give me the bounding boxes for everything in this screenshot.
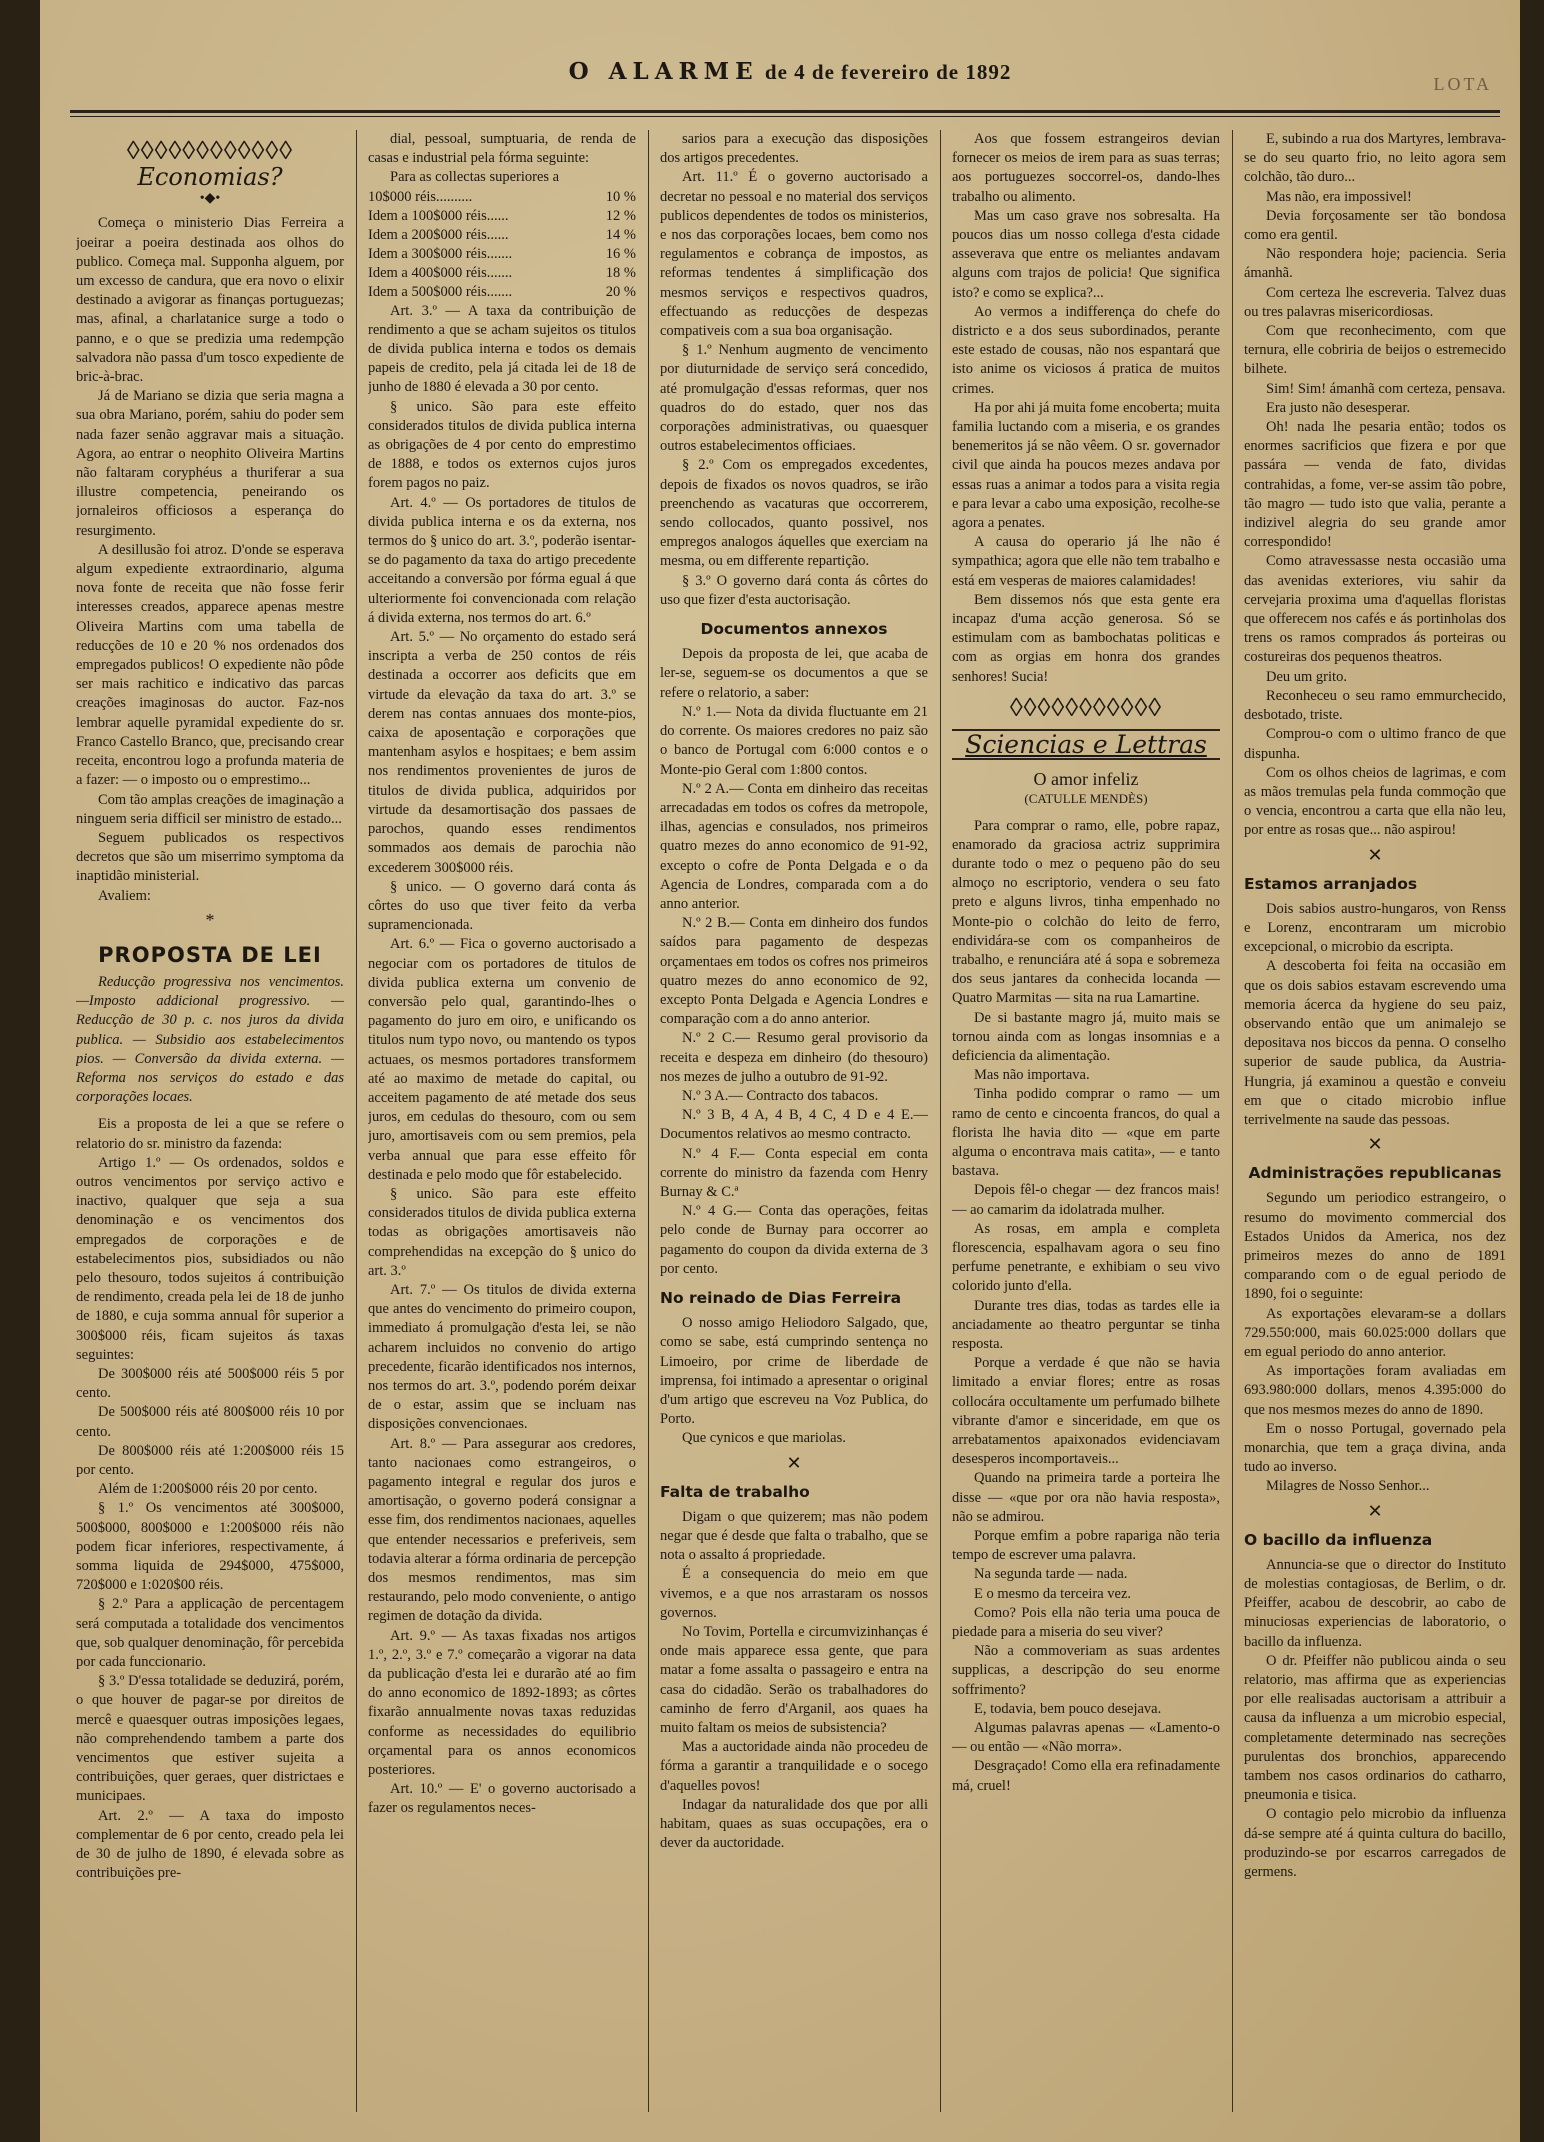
- paragraph: Digam o que quizerem; mas não podem negar que é desde que falta o trabalho, que se nota o assalto á propriedade.: [660, 1508, 928, 1564]
- story-author: (CATULLE MENDÈS): [1024, 791, 1148, 807]
- arranjados-title: Estamos arranjados: [1244, 874, 1418, 893]
- paragraph: Depois da proposta de lei, que acaba de ler-se, seguem-se os documentos a que se refere o relatorio, a saber:: [660, 646, 928, 701]
- paragraph: Mas não, era impossivel!: [1266, 188, 1412, 205]
- tax-rate: 16 %: [605, 245, 636, 262]
- paragraph: Art. 5.º — No orçamento do estado será inscripta a verba de 250 contos de réis destinada a occorrer aos deficits que em virtude da elevação da taxa do art. 3.º se derem nas contas annuaes dos monte-pios, caixa de aposentação e corporações que mantenham asylos e hospitaes; e bem assim nos rendimentos provenientes de juros de titulos de divida publica, adquiridos por virtude da desamortisação dos passaes de parochos, quando esses rendimentos sommados aos demais de parochia não excederem 300$000 réis.: [368, 629, 636, 876]
- paragraph: Como? Pois ella não teria uma pouca de piedade para a miseria do seu viver?: [952, 1604, 1220, 1641]
- paragraph: N.º 4 F.— Conta especial em conta corrente do ministro da fazenda com Henry Burnay & C.ª: [660, 1145, 928, 1200]
- paragraph: § 1.º Nenhum augmento de vencimento por diuturnidade de serviço será concedido, até promulgação d'essas reformas, quer nos quadros do do estado, quer nos das corporações administrativas, ou quaesquer outros estabelecimentos officiaes.: [660, 342, 928, 455]
- paragraph: Indagar da naturalidade dos que por alli habitam, quaes as suas occupações, era o dever da auctoridade.: [660, 1796, 928, 1852]
- arranjados-body: [1244, 900, 1506, 1130]
- corner-note: LOTA: [1433, 74, 1492, 94]
- tax-rate: 20 %: [605, 283, 636, 300]
- newspaper-page: [40, 0, 1520, 2142]
- paragraph: Para as collectas superiores a: [390, 169, 560, 186]
- paragraph: § unico. São para este effeito considerados titulos de divida publica interna as obrigações de 4 por cento do emprestimo de 1888, e todos os externos cujos juros forem pagos no paiz.: [368, 398, 636, 492]
- table-row: [368, 207, 636, 226]
- paragraph: N.º 3 A.— Contracto dos tabacos.: [682, 1087, 879, 1104]
- paragraph: dial, pessoal, sumptuaria, de renda de casas e industrial pela fórma seguinte:: [368, 131, 636, 167]
- documentos-body: [660, 645, 928, 1279]
- column-4: [952, 130, 1220, 2112]
- column-1: [76, 130, 344, 2112]
- paragraph: Segundo um periodico estrangeiro, o resumo do movimento commercial dos Estados Unidos da America, nos dez primeiros mezes do anno de 1891 comparando com o de egual periodo de 1890, foi o seguinte:: [1244, 1190, 1506, 1303]
- paper-name: O ALARME: [568, 58, 759, 85]
- ornament-row: ◊◊◊◊◊◊◊◊◊◊◊◊: [126, 136, 294, 165]
- table-row: [368, 226, 636, 245]
- paragraph: De 500$000 réis até 800$000 réis 10 por cento.: [76, 1404, 344, 1440]
- separator-mark: ✕: [1367, 1500, 1383, 1521]
- paragraph: Porque a verdade é que não se havia limitado a enviar flores; entre as rosas collocára occultamente um perfumado bilhete vibrante d'amor e sinceridade, em que os arrebatamentos apaixonados evidenciavam desesperos incomportaveis...: [952, 1355, 1220, 1468]
- paragraph: Era justo não desesperar.: [1266, 399, 1411, 416]
- columns: [70, 130, 1506, 2112]
- separator-mark: ✕: [1367, 1134, 1383, 1155]
- paragraph: N.º 3 B, 4 A, 4 B, 4 C, 4 D e 4 E.— Documentos relativos ao mesmo contracto.: [660, 1107, 928, 1143]
- paragraph: Bem dissemos nós que esta gente era incapaz d'uma acção generosa. Só se estimulam com as bambochatas politicas e com as orgias em honra dos grandes senhores! Sucia!: [952, 591, 1220, 685]
- paragraph: Além de 1:200$000 réis 20 por cento.: [98, 1481, 318, 1498]
- reinado-body: [660, 1314, 928, 1448]
- issue-date: de 4 de fevereiro de 1892: [764, 60, 1012, 84]
- tax-bracket: Idem a 400$000 réis.......: [368, 264, 513, 281]
- paragraph: Não a commoveriam as suas ardentes supplicas, a descripção do seu enorme soffrimento?: [952, 1643, 1220, 1698]
- tax-rate: 14 %: [605, 226, 636, 243]
- paragraph: § 1.º Os vencimentos até 300$000, 500$000, 800$000 e 1:200$000 réis não podem ficar inferiores, respectivamente, á somma liquida de 294$000, 475$000, 720$000 e 1:020$00 réis.: [76, 1500, 344, 1594]
- paragraph: De si bastante magro já, muito mais se tornou ainda com as longas insomnias e a deficiencia da alimentação.: [952, 1009, 1220, 1064]
- column-rule: [1232, 130, 1233, 2112]
- column-5: [1244, 130, 1506, 2112]
- column-2: [368, 130, 636, 2112]
- tax-bracket: 10$000 réis..........: [368, 188, 473, 205]
- paragraph: Art. 11.º É o governo auctorisado a decretar no pessoal e no material dos serviços publicos dependentes de todos os ministerios, e nos das corporações locaes, bem como nos regulamentos e cobrança de impostos, as reformas tendentes á simplificação dos mesmos serviços e respectivos quadros, effectuando as reducções de despezas compativeis com a sua boa organisação.: [660, 169, 928, 340]
- paragraph: E, todavia, bem pouco desejava.: [974, 1700, 1162, 1717]
- article-economias-body: [76, 214, 344, 905]
- paragraph: Na segunda tarde — nada.: [974, 1566, 1128, 1583]
- separator-mark: ✕: [786, 1452, 802, 1473]
- column-2-body: [368, 302, 636, 1819]
- paragraph: § 3.º D'essa totalidade se deduzirá, porém, o que houver de pagar-se por direitos de mercê e quaesquer outras imposições legaes, não comprehendendo tambem a parte dos vencimentos que estiver sujeita a contribuições, quer geraes, quer districtaes e municipaes.: [76, 1673, 344, 1805]
- paragraph: Comprou-o com o ultimo franco de que dispunha.: [1244, 726, 1506, 762]
- column-rule: [648, 130, 649, 2112]
- paragraph: Como atravessasse nesta occasião uma das avenidas exteriores, viu sahir da cervejaria proxima uma d'aquellas floristas que offerecem nos cafés e ás portinholas dos trens os ramos comprados ás porteiras ou costureiras dos pequenos theatros.: [1244, 553, 1506, 666]
- paragraph: § 2.º Para a applicação de percentagem será computada a totalidade dos vencimentos que, sob qualquer denominação, fôr percebida por cada funccionario.: [76, 1596, 344, 1671]
- paragraph: Art. 8.º — Para assegurar aos credores, tanto nacionaes como estrangeiros, o pagamento integral e regular dos juros e amortisação, o governo poderá consignar a esse fim, dos rendimentos nacionaes, aquelles que entender necessarios e preferiveis, sem todavia alterar a fórma ordinaria de percepção dos mesmos rendimentos, mas sim restaurando, pelo modo conveniente, o antigo regimen de dotação da divida.: [368, 1435, 636, 1625]
- paragraph: As exportações elevaram-se a dollars 729.550:000, mais 60.025:000 dollars que em egual periodo do anno anterior.: [1244, 1305, 1506, 1360]
- paragraph: Art. 9.º — As taxas fixadas nos artigos 1.º, 2.º, 3.º e 7.º começarão a vigorar na data da publicação d'esta lei e durarão até ao fim do anno economico de 1892-1893; as côrtes fixarão annualmente novas taxas reduzidas conforme as necessidades do equilibrio orçamental para os annos economicos posteriores.: [368, 1627, 636, 1779]
- column-rule: [940, 130, 941, 2112]
- paragraph: N.º 2 B.— Conta em dinheiro dos fundos saídos para pagamento de despezas orçamentaes em todos os cofres nos primeiros quatro mezes do anno economico de 92, excepto Ponta Delgada e Agencia Londres e comparação com a do anno anterior.: [660, 915, 928, 1028]
- proposta-title: PROPOSTA DE LEI: [98, 942, 322, 967]
- paragraph: § 3.º O governo dará conta ás côrtes do uso que fizer d'esta auctorisação.: [660, 572, 928, 608]
- paragraph: A desillusão foi atroz. D'onde se esperava algum expediente extraordinario, alguma nova fonte de receita que não fosse ferir interesses creados, apparece apenas mestre Oliveira Martins com uma tabella de reducções de 10 e 20 % nos ordenados dos empregados publicos! O expediente não pôde ser mais rachitico e indicativo das parcas creações imaginosas do auctor. Faz-nos lembrar aquelle pyramidal expediente do sr. Franco Castello Branco, que, precisando crear receita, encontrou logo a profunda materia de a fazer: — o imposto ou o emprestimo...: [76, 541, 344, 789]
- article-title-economias: Economias?: [137, 163, 283, 191]
- paragraph: Quando na primeira tarde a porteira lhe disse — «que por ora não havia resposta», não se admirou.: [952, 1470, 1220, 1525]
- tax-bracket: Idem a 500$000 réis.......: [368, 283, 513, 300]
- admin-title: Administrações republicanas: [1248, 1164, 1502, 1183]
- paragraph: Começa o ministerio Dias Ferreira a joeirar a poeira destinada aos olhos do publico. Começa mal. Supponha alguem, por um excesso de candura, que era novo o elixir destinado a avigorar as finanças portuguezas; mas, afinal, a charlatanice surge a todo o panno, e o que se predizia uma redempção salvadora não passa d'um tosco expediente de bric-à-brac.: [76, 215, 344, 386]
- column-rule: [356, 130, 357, 2112]
- bacillo-title: O bacillo da influenza: [1244, 1530, 1433, 1549]
- paragraph: De 800$000 réis até 1:200$000 réis 15 por cento.: [76, 1442, 344, 1478]
- paragraph: O contagio pelo microbio da influenza dá-se sempre até á quinta cultura do bacillo, produzindo-se por escarros carregados de germens.: [1244, 1806, 1506, 1881]
- paragraph: Desgraçado! Como ella era refinadamente má, cruel!: [952, 1758, 1220, 1794]
- tax-rate: 10 %: [605, 188, 636, 205]
- table-row: [368, 283, 636, 302]
- paragraph: sarios para a execução das disposições dos artigos precedentes.: [660, 131, 928, 167]
- paragraph: Reconheceu o seu ramo emmurchecido, desbotado, triste.: [1244, 687, 1506, 724]
- paragraph: A causa do operario já lhe não é sympathica; agora que elle não tem trabalho e está em vesperas de maiores calamidades!: [952, 534, 1220, 589]
- paragraph: É a consequencia do meio em que vivemos, e a que nos arrastaram os nossos governos.: [660, 1566, 928, 1621]
- title-ornament: •◆•: [199, 191, 221, 207]
- masthead-rule: [70, 110, 1500, 117]
- falta-title: Falta de trabalho: [660, 1482, 810, 1501]
- paragraph: Artigo 1.º — Os ordenados, soldos e outros vencimentos por serviço activo e inactivo, qualquer que seja a sua denominação e os vencimentos dos empregados de corporações e de estabelecimentos pios, subsidiados ou não pelo thesouro, todos sujeitos á contribuição de rendimento, creada pela lei de 18 de junho de 1880, e cuja somma annual fôr superior a 300$000 réis, ficam sujeitos ás taxas seguintes:: [76, 1154, 344, 1363]
- paragraph: Com que reconhecimento, com que ternura, elle cobriria de beijos o estremecido bilhete.: [1244, 323, 1506, 378]
- story-body: [952, 817, 1220, 1796]
- paragraph: N.º 1.— Nota da divida fluctuante em 21 do corrente. Os maiores credores no paiz são o banco de Portugal com 6:000 contos e o Monte-pio Geral com 1:800 contos.: [660, 703, 928, 778]
- paragraph: Durante tres dias, todas as tardes elle ia anciadamente ao theatro perguntar se tinha resposta.: [952, 1297, 1220, 1352]
- paragraph: Seguem publicados os respectivos decretos que são um miserrimo symptoma da inaptidão ministerial.: [76, 829, 344, 885]
- paragraph: Com certeza lhe escreveria. Talvez duas ou tres palavras misericordiosas.: [1244, 284, 1506, 320]
- tax-bracket: Idem a 100$000 réis......: [368, 207, 509, 224]
- proposta-subtitle: Reducção progressiva nos vencimentos. —Imposto addicional progressivo. — Reducção de 30 p. c. nos juros da divida publica. — Subsidio aos estabelecimentos pios. — Conversão da divida externa. — Reforma nos serviços do estado e das corporações locaes.: [76, 973, 344, 1106]
- paragraph: Que cynicos e que mariolas.: [682, 1430, 846, 1447]
- paragraph: N.º 2 C.— Resumo geral provisorio da receita e despeza em dinheiro (do thesouro) nos mezes de julho a outubro de 91-92.: [660, 1030, 928, 1085]
- paragraph: Tinha podido comprar o ramo — um ramo de cento e cincoenta francos, do qual a florista lhe havia dito — «que em parte alguma o encontrava mais catita», — e tanto bastava.: [952, 1086, 1220, 1180]
- tax-bracket: Idem a 300$000 réis.......: [368, 245, 513, 262]
- paragraph: Com tão amplas creações de imaginação a ninguem seria difficil ser ministro de estado...: [76, 791, 344, 827]
- paragraph: Mas um caso grave nos sobresalta. Ha poucos dias um nosso collega d'esta cidade asseverava que entre os meliantes andavam alguns com trajos de policia! Que significa isto? e como se explica?...: [952, 207, 1220, 301]
- paragraph: Milagres de Nosso Senhor...: [1266, 1478, 1430, 1495]
- tax-bracket: Idem a 200$000 réis......: [368, 226, 509, 243]
- column-4-body: [952, 130, 1220, 687]
- paragraph: Já de Mariano se dizia que seria magna a sua obra Mariano, porém, sahiu do poder sem nada fazer senão aggravar mais a situação. Agora, ao entrar o neophito Oliveira Martins não faltaram coryphéus a thuriferar a sua illustre competencia, peneirando os jornaleiros officiosos a esperança do resurgimento.: [76, 388, 344, 539]
- documentos-title: Documentos annexos: [700, 620, 888, 639]
- table-row: [368, 264, 636, 283]
- paragraph: As importações foram avaliadas em 693.980:000 dollars, menos 4.395:000 do que nos mesmos mezes do anno de 1890.: [1244, 1363, 1506, 1418]
- paragraph: Deu um grito.: [1266, 668, 1347, 685]
- paragraph: Ha por ahi já muita fome encoberta; muita familia luctando com a miseria, e os grandes benemeritos já se não vêem. O sr. governador civil que ainda ha poucos mezes andava por essas ruas a animar a todos para a visita regia e para levar a cabo uma exposição, recolhe-se agora a penates.: [952, 399, 1220, 532]
- paragraph: O dr. Pfeiffer não publicou ainda o seu relatorio, mas affirma que as experiencias por elle realisadas auctorisam a attribuir a causa da influenza a um microbio especial, completamente determinado nas secreções purulentas dos bronchios, apparecendo tambem nos casos ordinarios do catharro, pneumonia e tisica.: [1244, 1652, 1506, 1804]
- story-continued: [1244, 130, 1506, 841]
- paragraph: § unico. São para este effeito considerados titulos de divida publica externa todas as obrigações amortisaveis não comprehendidas na excepção do § unico do art. 3.º: [368, 1185, 636, 1279]
- section-mark: *: [205, 909, 215, 930]
- paragraph: Dois sabios austro-hungaros, von Renss e Lorenz, encontraram um microbio excepcional, o microbio da escripta.: [1244, 900, 1506, 956]
- table-row: [368, 245, 636, 264]
- paragraph: E, subindo a rua dos Martyres, lembrava-se do seu quarto frio, no leito agora sem colchão, tão duro...: [1244, 131, 1506, 186]
- paragraph: De 300$000 réis até 500$000 réis 5 por cento.: [76, 1365, 344, 1402]
- paragraph: § 2.º Com os empregados excedentes, depois de fixados os novos quadros, se irão preenchendo as vacaturas que occorrerem, sendo collocados, quanto possivel, nos empregos analogos áquelles que exerciam na mesma, ou em differente repartição.: [660, 457, 928, 570]
- sciencias-title: Sciencias e Lettras: [965, 729, 1207, 759]
- paragraph: Art. 10.º — E' o governo auctorisado a fazer os regulamentos neces-: [368, 1781, 636, 1817]
- paragraph: Com os olhos cheios de lagrimas, e com as mãos tremulas pela funda commoção que o vencia, encontrou a carta que ella não leu, por entre as rosas que... não aspirou!: [1244, 764, 1506, 839]
- paragraph: Não respondera hoje; paciencia. Seria ámanhã.: [1244, 246, 1506, 282]
- column-3-body: [660, 130, 928, 610]
- paragraph: Art. 2.º — A taxa do imposto complementar de 6 por cento, creado pela lei de 30 de julho de 1890, é elevada sobre as contribuições pre-: [76, 1807, 344, 1882]
- paragraph: Ao vermos a indifferença do chefe do districto e a dos seus subordinados, perante este estado de cousas, não nos espantará que isto anime os viciosos á pratica de muitos crimes.: [952, 303, 1220, 397]
- paragraph: O nosso amigo Heliodoro Salgado, que, como se sabe, está cumprindo sentença no Limoeiro, por crime de liberdade de imprensa, foi intimado a apresentar o original d'um artigo que escreveu na Voz Publica, do Porto.: [660, 1315, 928, 1428]
- paragraph: Sim! Sim! ámanhã com certeza, pensava.: [1266, 380, 1506, 397]
- tax-rate: 12 %: [605, 207, 636, 224]
- paragraph: Algumas palavras apenas — «Lamento-o — ou então — «Não morra».: [952, 1720, 1220, 1756]
- paragraph: Oh! nada lhe pesaria então; todos os enormes sacrificios que fizera e por que passára — venda de fato, dividas contrahidas, a fome, ver-se assim tão pobre, tão magro — tudo isto que valia, perante a indizivel alegria do seu grande amor correspondido!: [1244, 419, 1506, 551]
- section-banner: [952, 729, 1220, 760]
- falta-body: [660, 1508, 928, 1854]
- separator-mark: ✕: [1367, 844, 1383, 865]
- paragraph: Eis a proposta de lei a que se refere o relatorio do sr. ministro da fazenda:: [76, 1116, 344, 1152]
- proposta-body: [76, 1115, 344, 1883]
- column-2-intro: [368, 130, 636, 188]
- paragraph: Avaliem:: [98, 887, 151, 904]
- paragraph: A descoberta foi feita na occasião em que os dois sabios estavam escrevendo uma memoria ácerca da hygiene do seu paiz, observando então que um animalejo se depositava nos biccos da penna. O conselho superior de saude publica, da Austria-Hungria, já examinou a questão e conveiu em que o citado microbio influe terrivelmente na saude das pessoas.: [1244, 958, 1506, 1128]
- paragraph: N.º 4 G.— Conta das operações, feitas pelo conde de Burnay para occorrer ao pagamento do coupon da divida externa de 3 por cento.: [660, 1203, 928, 1277]
- paragraph: E o mesmo da terceira vez.: [974, 1585, 1132, 1602]
- paragraph: Em o nosso Portugal, governado pela monarchia, que tem a graça divina, anda tudo ao inverso.: [1244, 1420, 1506, 1476]
- paragraph: Art. 7.º — Os titulos de divida externa que antes do vencimento do primeiro coupon, immediato á promulgação d'esta lei, se não acharem incluidos no convenio do artigo precedente, ficarão identificados nos internos, nos termos do art. 3.º, podendo porém deixar de o estar, assim que se incluam nas disposições convencionaes.: [368, 1281, 636, 1433]
- paragraph: Art. 6.º — Fica o governo auctorisado a negociar com os portadores de titulos de divida publica externa um convenio de conversão pelo qual, garantindo-lhes o pagamento do juro em oiro, e unificando os titulos num typo novo, ou mantendo os typos actuaes, os mesmos portadores transformem até ao maximo de metade do capital, ou acceitem pagamento de até metade dos seus juros, em cedulas do thesouro, com ou sem juro, amortisaveis com ou sem premios, pela verba annual que para esse effeito fôr destinada e pelo modo que fôr estabelecido.: [368, 936, 636, 1183]
- paragraph: Devia forçosamente ser tão bondosa como era gentil.: [1244, 207, 1506, 244]
- paragraph: Depois fêl-o chegar — dez francos mais! — ao camarim da idolatrada mulher.: [952, 1182, 1220, 1218]
- paragraph: Porque emfim a pobre rapariga não teria tempo de escrever uma palavra.: [952, 1528, 1220, 1564]
- paragraph: Para comprar o ramo, elle, pobre rapaz, enamorado da graciosa actriz supprimira durante todo o mez o pequeno pão do seu almoço no escriptorio, vendera o seu fato preto e alguns livros, tinha empenhado no Monte-pio o colchão do leito de ferro, endividára-se com os companheiros de trabalho, e renunciára até á sopa e sobremeza dos seus jantares da conhecida locanda — Quatro Marmitas — sita na rua Lamartine.: [952, 817, 1220, 1007]
- column-3: [660, 130, 928, 2112]
- ornament-row: ◊◊◊◊◊◊◊◊◊◊◊: [1009, 692, 1163, 722]
- story-title: O amor infeliz: [1033, 769, 1139, 790]
- paragraph: Annuncia-se que o director do Instituto de molestias contagiosas, de Berlim, o dr. Pfeiffer, acabou de descobrir, ao cabo de minuciosas experiencias de laboratorio, o bacillo da influenza.: [1244, 1556, 1506, 1650]
- paragraph: § unico. — O governo dará conta ás côrtes do uso que tiver feito da verba supramencionada.: [368, 878, 636, 934]
- paragraph: N.º 2 A.— Conta em dinheiro das receitas arrecadadas em todos os cofres da metropole, ilhas, agencias e consulados, nos primeiros quatro mezes do anno economico de 91-92, excepto o cofre de Ponta Delgada e o da Agencia de Londres, comparada com a do anno anterior.: [660, 780, 928, 912]
- reinado-title: No reinado de Dias Ferreira: [660, 1288, 902, 1307]
- masthead: [100, 58, 1480, 98]
- tax-rate: 18 %: [605, 264, 636, 281]
- table-row: [368, 188, 636, 207]
- paragraph: As rosas, em ampla e completa florescencia, espalhavam agora o seu fino perfume penetrante, e exhibiam o seu vivo colorido junto d'ella.: [952, 1220, 1220, 1295]
- paragraph: Mas a auctoridade ainda não procedeu de fórma a garantir a tranquilidade e o socego d'aquelles povos!: [660, 1739, 928, 1794]
- paragraph: Aos que fossem estrangeiros devian fornecer os meios de irem para as suas terras; aos portuguezes soccorrel-os, dando-lhes trabalho ou alimento.: [952, 131, 1220, 205]
- admin-body: [1244, 1189, 1506, 1496]
- tax-rate-table: [368, 188, 636, 302]
- paragraph: Art. 3.º — A taxa da contribuição de rendimento a que se acham sujeitos os titulos de divida publica interna e todos os demais papeis de credito, pela já citada lei de 18 de junho de 1880 é elevada a 30 por cento.: [368, 302, 636, 396]
- bacillo-body: [1244, 1556, 1506, 1882]
- paragraph: Art. 4.º — Os portadores de titulos de divida publica interna e os da externa, nos termos do § unico do art. 3.º, poderão isentar-se do pagamento da taxa do artigo precedente acceitando a conversão por fórma egual á que ulteriormente foi convencionada com relação á divida externa, nos termos do art. 6.º: [368, 494, 636, 626]
- paragraph: No Tovim, Portella e circumvizinhanças é onde mais apparece essa gente, que para matar a fome assalta o passageiro e entra na casa do cidadão. Serão os trabalhadores do caminho de ferro d'Arganil, aos quaes ha muito faltam os meios de subsistencia?: [660, 1624, 928, 1737]
- paragraph: Mas não importava.: [974, 1067, 1090, 1084]
